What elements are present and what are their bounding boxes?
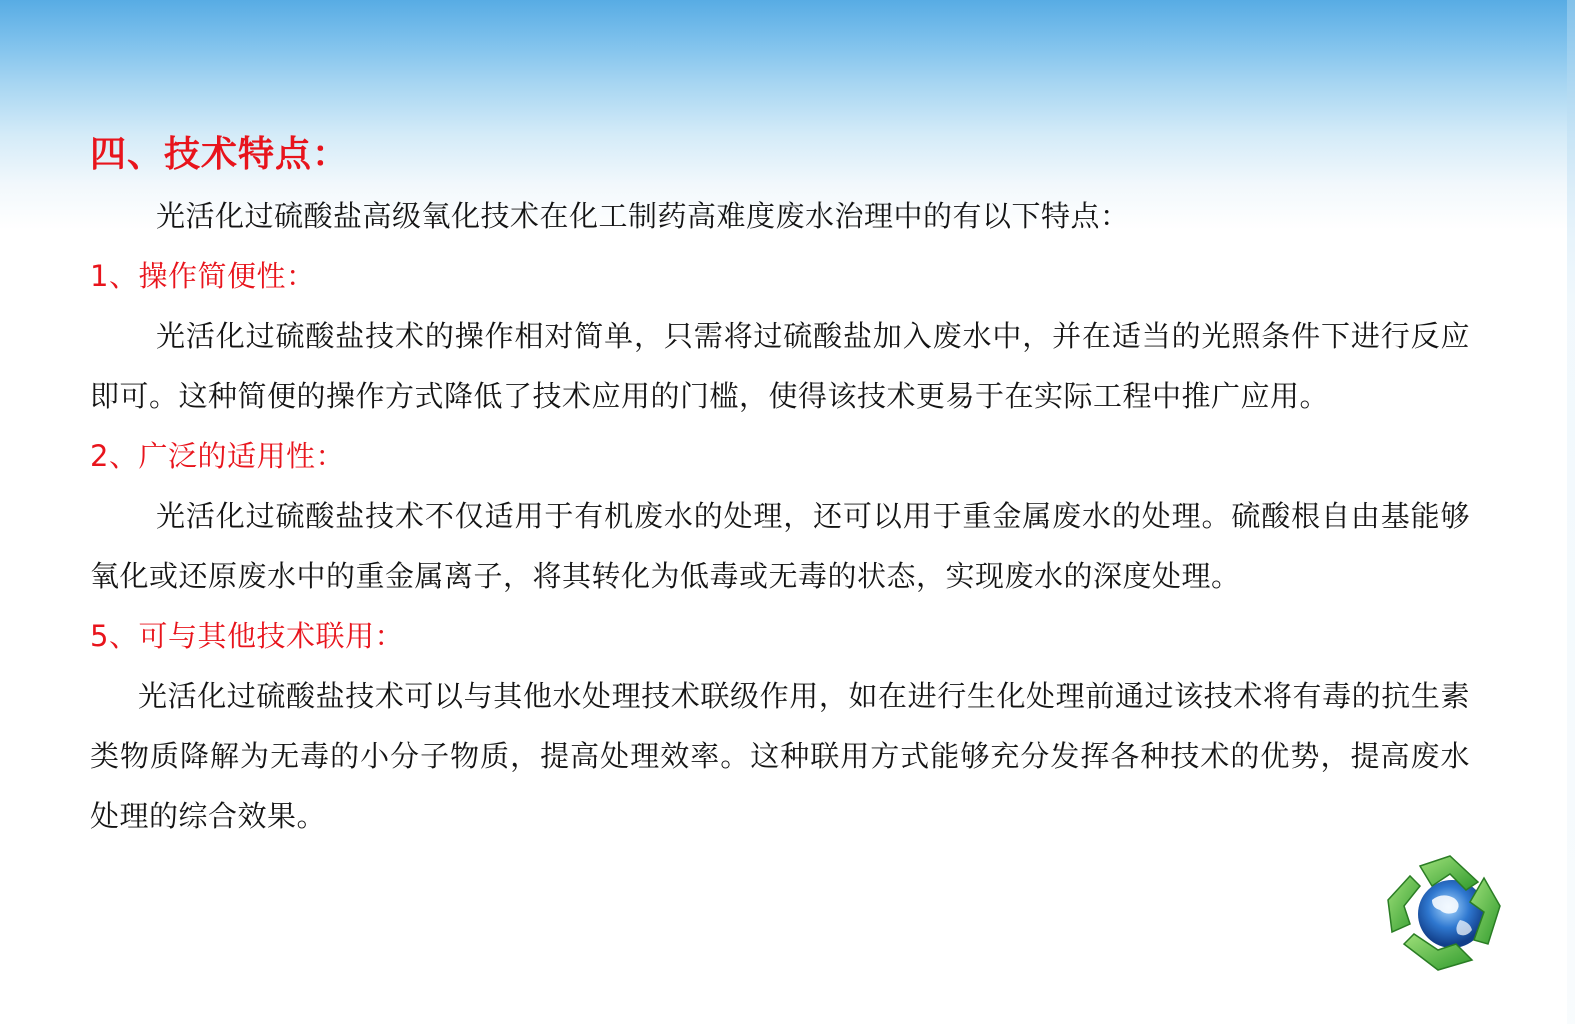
page-title: 四、技术特点：: [90, 134, 350, 175]
slide-content: [90, 130, 1470, 846]
section-body-3: 光活化过硫酸盐技术可以与其他水处理技术联级作用，如在进行生化处理前通过该技术将有毒的抗生素类物质降解为无毒的小分子物质，提高处理效率。这种联用方式能够充分发挥各种技术的优势，提高废水处理的综合效果。: [90, 679, 1470, 833]
section-body-2: 光活化过硫酸盐技术不仅适用于有机废水的处理，还可以用于重金属废水的处理。硫酸根自由基能够氧化或还原废水中的重金属离子，将其转化为低毒或无毒的状态，实现废水的深度处理。: [90, 499, 1470, 593]
intro-paragraph: 光活化过硫酸盐高级氧化技术在化工制药高难度废水治理中的有以下特点：: [156, 199, 1130, 233]
section-title-3: 5、可与其他技术联用：: [90, 619, 404, 653]
right-edge-shade: [1567, 0, 1575, 1024]
recycle-globe-icon: [1380, 848, 1520, 978]
section-title-2: 2、广泛的适用性：: [90, 439, 345, 473]
section-body-1: 光活化过硫酸盐技术的操作相对简单，只需将过硫酸盐加入废水中，并在适当的光照条件下进行反应即可。这种简便的操作方式降低了技术应用的门槛，使得该技术更易于在实际工程中推广应用。: [90, 319, 1470, 413]
section-title-1: 1、操作简便性：: [90, 259, 316, 293]
